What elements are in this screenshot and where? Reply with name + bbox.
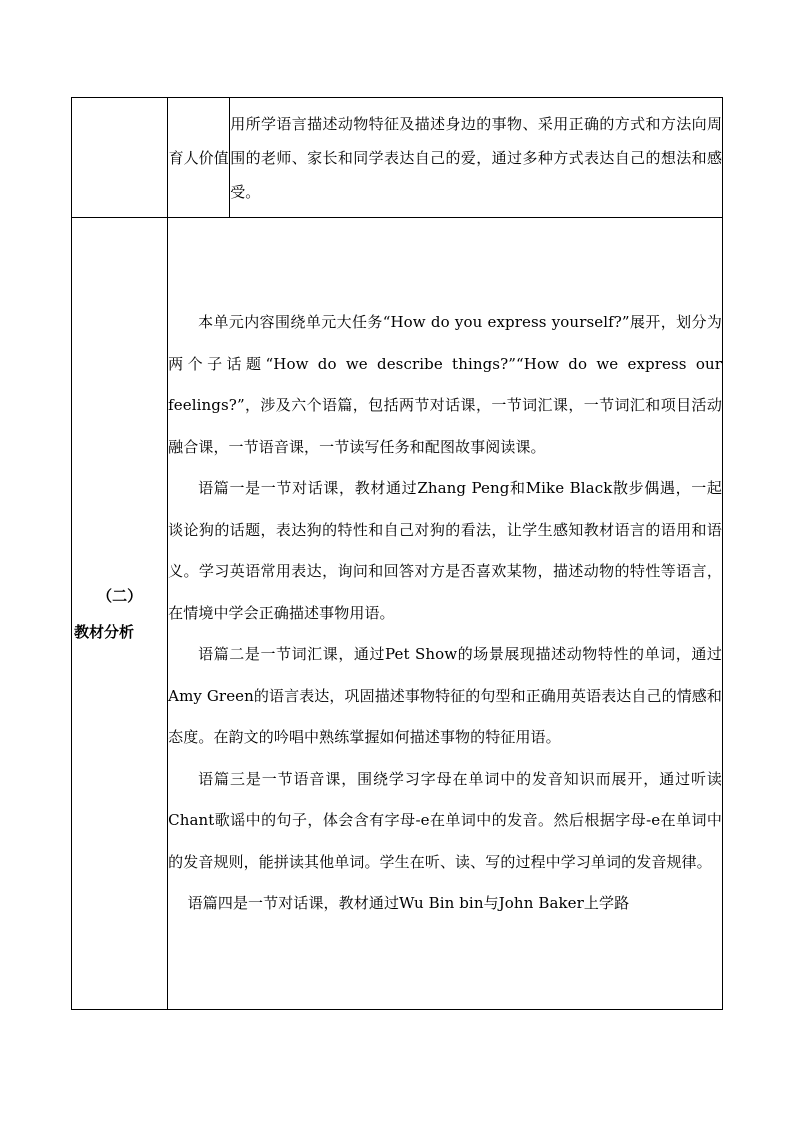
analysis-paragraph-1: 本单元内容围绕单元大任务“How do you express yourself?”展开，划分为两个子话题“How do we describe things?”“How do we express our feelings?”，涉及六个语篇，包括两节对话课，一节词汇课，一节词汇和项目活动融合课，一节语音课，一节读写任务和配图故事阅读课。 [168, 313, 722, 456]
analysis-paragraph-3: 语篇二是一节词汇课，通过Pet Show的场景展现描述动物特性的单词，通过Amy Green的语言表达，巩固描述事物特征的句型和正确用英语表达自己的情感和态度。在韵文的吟唱中熟练掌握如何描述事物的特征用语。 [168, 645, 723, 747]
section-title: 教材分析 [74, 622, 135, 641]
table-row-material-analysis [72, 218, 723, 1010]
analysis-paragraph-5: 语篇四是一节对话课，教材通过Wu Bin bin与John Baker上学路 [187, 894, 630, 913]
material-analysis-label [72, 218, 168, 1010]
education-value-text: 用所学语言描述动物特征及描述身边的事物、采用正确的方式和方法向周围的老师、家长和同学表达自己的爱，通过多种方式表达自己的想法和感受。 [230, 98, 723, 218]
empty-section-cell [72, 98, 168, 218]
section-number: （二） [97, 586, 143, 605]
education-value-label: 育人价值 [168, 98, 230, 218]
material-analysis-content [168, 218, 723, 1010]
lesson-plan-table [71, 97, 723, 1010]
table-row-education-value [72, 98, 723, 218]
analysis-paragraph-2: 语篇一是一节对话课，教材通过Zhang Peng和Mike Black散步偶遇，一起谈论狗的话题，表达狗的特性和自己对狗的看法，让学生感知教材语言的语用和语义。学习英语常用表达，询问和回答对方是否喜欢某物，描述动物的特性等语言，在情境中学会正确描述事物用语。 [168, 479, 722, 622]
analysis-paragraph-4: 语篇三是一节语音课，围绕学习字母在单词中的发音知识而展开，通过听读Chant歌谣中的句子，体会含有字母-e在单词中的发音。然后根据字母-e在单词中的发音规则，能拼读其他单词。学生在听、读、写的过程中学习单词的发音规律。 [168, 769, 722, 871]
